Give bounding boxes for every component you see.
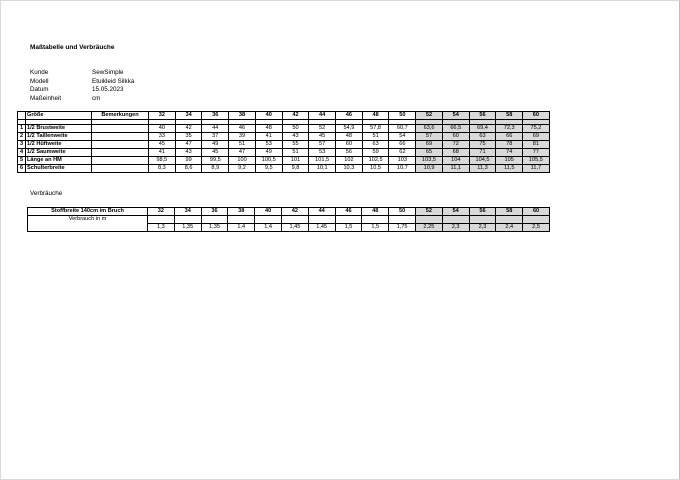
measurement-value: 41 [255, 133, 282, 141]
measurement-value: 101,5 [309, 157, 336, 165]
measurement-value: 68 [442, 149, 469, 157]
measurement-value: 60,7 [389, 125, 416, 133]
measurement-value: 98,5 [149, 157, 176, 165]
measurement-value: 63,6 [416, 125, 443, 133]
meta-value: 15.05.2023 [92, 86, 124, 94]
spacer-cell [523, 216, 550, 224]
measurement-value: 66,5 [442, 125, 469, 133]
size-column-header: 36 [202, 112, 229, 120]
measurement-value: 33 [149, 133, 176, 141]
size-column-header: 50 [389, 112, 416, 120]
size-column-header: 42 [281, 208, 308, 216]
measurement-value: 51 [229, 141, 256, 149]
consumption-value: 1,3 [148, 224, 175, 232]
measurement-value: 49 [255, 149, 282, 157]
consumption-value: 2,25 [415, 224, 442, 232]
size-column-header: 44 [309, 112, 336, 120]
measurement-value: 53 [309, 149, 336, 157]
spacer-cell [362, 216, 389, 224]
consumption-value: 2,3 [469, 224, 496, 232]
consumption-value: 1,5 [335, 224, 362, 232]
measure-row [18, 141, 550, 149]
measurement-value: 48 [336, 133, 363, 141]
meta-label: Kunde [30, 69, 49, 76]
measurement-value: 47 [175, 141, 202, 149]
remarks-cell [92, 149, 149, 157]
measurement-value: 44 [202, 125, 229, 133]
spacer-cell [281, 216, 308, 224]
row-number: 4 [18, 149, 26, 157]
consumption-value: 1,45 [281, 224, 308, 232]
consumption-section-label: Verbräuche [30, 190, 63, 197]
measurement-value: 51 [282, 149, 309, 157]
measurement-value: 60 [336, 141, 363, 149]
measurement-value: 99 [175, 157, 202, 165]
measurement-value: 105 [496, 157, 523, 165]
measurement-value: 10,5 [362, 165, 389, 173]
size-column-header: 38 [229, 112, 256, 120]
measurement-value: 43 [175, 149, 202, 157]
measurement-label: 1/2 Hüftweite [26, 141, 92, 149]
consumption-value: 1,4 [228, 224, 255, 232]
remarks-cell [92, 133, 149, 141]
measurement-value: 71 [469, 149, 496, 157]
size-column-header: 58 [496, 112, 523, 120]
measurement-value: 104,5 [469, 157, 496, 165]
measurement-value: 11,3 [469, 165, 496, 173]
spacer-cell [148, 216, 175, 224]
spacer-cell [308, 216, 335, 224]
measurement-value: 69 [523, 133, 550, 141]
measurement-value: 43 [282, 133, 309, 141]
measurement-value: 59 [362, 149, 389, 157]
measurement-value: 72,3 [496, 125, 523, 133]
measurement-value: 60 [442, 133, 469, 141]
remarks-header: Bemerkungen [92, 112, 149, 120]
consumption-value: 1,4 [255, 224, 282, 232]
measurement-value: 10,1 [309, 165, 336, 173]
measurement-value: 8,9 [202, 165, 229, 173]
remarks-cell [92, 141, 149, 149]
measurement-value: 39 [229, 133, 256, 141]
measurement-value: 55 [282, 141, 309, 149]
size-column-header: 48 [362, 208, 389, 216]
size-column-header: 44 [308, 208, 335, 216]
size-column-header: 32 [148, 208, 175, 216]
size-column-header: 38 [228, 208, 255, 216]
meta-row-model [30, 78, 134, 87]
measurement-value: 57 [416, 133, 443, 141]
measurement-value: 11,5 [496, 165, 523, 173]
consumption-label: Verbrauch in m [28, 216, 148, 232]
size-column-header: 58 [496, 208, 523, 216]
measurement-value: 9,5 [255, 165, 282, 173]
fabric-width-label: Stoffbreite 140cm im Bruch [28, 208, 148, 216]
measurement-value: 65 [416, 149, 443, 157]
row-number: 3 [18, 141, 26, 149]
size-column-header: 52 [415, 208, 442, 216]
spacer-cell [201, 216, 228, 224]
measurement-value: 99,5 [202, 157, 229, 165]
measure-table [17, 111, 550, 173]
measurement-value: 63 [469, 133, 496, 141]
spacer-cell [228, 216, 255, 224]
measurement-value: 50 [282, 125, 309, 133]
row-number: 1 [18, 125, 26, 133]
spacer-cell [496, 216, 523, 224]
consumption-row [28, 216, 550, 224]
measurement-value: 56 [336, 149, 363, 157]
size-column-header: 54 [442, 112, 469, 120]
consumption-value: 1,45 [308, 224, 335, 232]
row-number: 2 [18, 133, 26, 141]
measurement-value: 40 [149, 125, 176, 133]
measurement-label: Schulterbreite [26, 165, 92, 173]
meta-row-customer [30, 69, 134, 78]
consumption-value: 1,5 [362, 224, 389, 232]
measurement-value: 10,7 [389, 165, 416, 173]
size-column-header: 46 [336, 112, 363, 120]
size-column-header: 46 [335, 208, 362, 216]
measurement-value: 11,1 [442, 165, 469, 173]
measurement-value: 103,5 [416, 157, 443, 165]
measurement-value: 51 [362, 133, 389, 141]
measurement-value: 9,8 [282, 165, 309, 173]
measurement-value: 69 [416, 141, 443, 149]
consumption-value: 2,5 [523, 224, 550, 232]
measure-row [18, 157, 550, 165]
size-column-header: 52 [416, 112, 443, 120]
size-column-header: 56 [469, 112, 496, 120]
measurement-value: 48 [255, 125, 282, 133]
measurement-value: 102,5 [362, 157, 389, 165]
spacer-cell [389, 216, 416, 224]
measurement-value: 100 [229, 157, 256, 165]
measurement-value: 75,2 [523, 125, 550, 133]
consumption-value: 1,35 [201, 224, 228, 232]
measure-header-row [18, 112, 550, 120]
size-column-header: 34 [174, 208, 201, 216]
measurement-value: 49 [202, 141, 229, 149]
measurement-value: 45 [202, 149, 229, 157]
measurement-value: 66 [389, 141, 416, 149]
measurement-value: 45 [309, 133, 336, 141]
size-column-header: 34 [175, 112, 202, 120]
measurement-value: 46 [229, 125, 256, 133]
measurement-value: 47 [229, 149, 256, 157]
size-column-header: 56 [469, 208, 496, 216]
measurement-label: Länge an HM [26, 157, 92, 165]
measurement-value: 37 [202, 133, 229, 141]
spacer-cell [255, 216, 282, 224]
consumption-value: 2,3 [442, 224, 469, 232]
size-column-header: 50 [389, 208, 416, 216]
measurement-value: 52 [309, 125, 336, 133]
meta-value: SewSimple [92, 69, 124, 76]
measurement-value: 54 [389, 133, 416, 141]
row-number-header [18, 112, 26, 120]
measurement-value: 45 [149, 141, 176, 149]
consumption-value: 1,35 [174, 224, 201, 232]
spacer-cell [442, 216, 469, 224]
row-number: 6 [18, 165, 26, 173]
measurement-value: 63 [362, 141, 389, 149]
measure-row [18, 149, 550, 157]
measurement-label: 1/2 Brustweite [26, 125, 92, 133]
size-column-header: 40 [255, 208, 282, 216]
measurement-value: 81 [523, 141, 550, 149]
measurement-value: 77 [523, 149, 550, 157]
consumption-table [27, 207, 550, 232]
measurement-value: 102 [336, 157, 363, 165]
measurement-value: 104 [442, 157, 469, 165]
measurement-value: 101 [282, 157, 309, 165]
measurement-value: 100,5 [255, 157, 282, 165]
meta-row-unit [30, 95, 134, 104]
remarks-cell [92, 157, 149, 165]
measurement-value: 62 [389, 149, 416, 157]
measure-row [18, 133, 550, 141]
size-column-header: 42 [282, 112, 309, 120]
size-column-header: 54 [442, 208, 469, 216]
measurement-value: 75 [469, 141, 496, 149]
measurement-value: 10,3 [336, 165, 363, 173]
meta-value: Etuikleid Silkka [92, 77, 135, 85]
measurement-value: 78 [496, 141, 523, 149]
measurement-value: 10,9 [416, 165, 443, 173]
measurement-value: 42 [175, 125, 202, 133]
measurement-value: 72 [442, 141, 469, 149]
measurement-value: 11,7 [523, 165, 550, 173]
measurement-value: 8,6 [175, 165, 202, 173]
measurement-value: 8,3 [149, 165, 176, 173]
spacer-cell [415, 216, 442, 224]
size-column-header: 32 [149, 112, 176, 120]
size-column-header: 40 [255, 112, 282, 120]
document-title: Maßtabelle und Verbräuche [30, 44, 115, 51]
spacer-cell [174, 216, 201, 224]
measure-row [18, 125, 550, 133]
measure-row [18, 165, 550, 173]
size-column-header: 48 [362, 112, 389, 120]
size-header: Größe [26, 112, 92, 120]
size-column-header: 60 [523, 112, 550, 120]
remarks-cell [92, 165, 149, 173]
measurement-label: 1/2 Taillenweite [26, 133, 92, 141]
consumption-header-row [28, 208, 550, 216]
measurement-value: 69,4 [469, 125, 496, 133]
measurement-value: 57 [309, 141, 336, 149]
row-number: 5 [18, 157, 26, 165]
measurement-value: 105,5 [523, 157, 550, 165]
measurement-value: 41 [149, 149, 176, 157]
measurement-label: 1/2 Saumweite [26, 149, 92, 157]
meta-value: cm [92, 94, 101, 102]
consumption-value: 1,75 [389, 224, 416, 232]
meta-label: Datum [30, 86, 49, 94]
measurement-value: 54,9 [336, 125, 363, 133]
spacer-cell [335, 216, 362, 224]
measurement-value: 66 [496, 133, 523, 141]
meta-row-date [30, 86, 134, 95]
measurement-value: 53 [255, 141, 282, 149]
remarks-cell [92, 125, 149, 133]
meta-label: Modell [30, 77, 49, 85]
measurement-value: 35 [175, 133, 202, 141]
document-meta [30, 69, 134, 103]
measurement-value: 103 [389, 157, 416, 165]
measurement-value: 9,2 [229, 165, 256, 173]
consumption-value: 2,4 [496, 224, 523, 232]
measurement-value: 57,8 [362, 125, 389, 133]
spacer-cell [469, 216, 496, 224]
size-column-header: 60 [523, 208, 550, 216]
measurement-value: 74 [496, 149, 523, 157]
meta-label: Maßeinheit [30, 94, 62, 102]
size-column-header: 36 [201, 208, 228, 216]
